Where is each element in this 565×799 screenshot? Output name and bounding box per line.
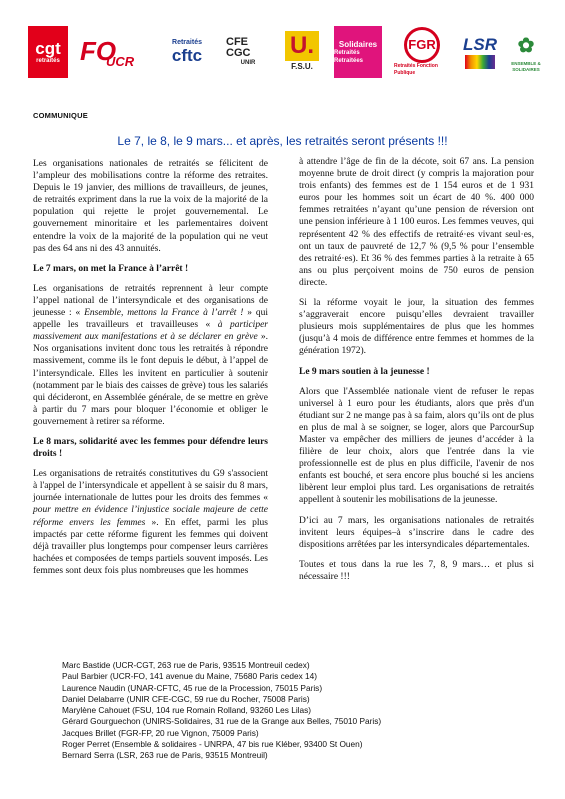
paragraph-7-mars bbox=[33, 283, 268, 428]
ensemble-logo-text: ENSEMBLE & SOLIDAIRES bbox=[511, 61, 541, 72]
fgr-logo-text: Retraités Fonction Publique bbox=[394, 63, 438, 76]
fo-logo-text: FO bbox=[80, 35, 117, 66]
cftc-logo bbox=[158, 26, 216, 78]
ensemble-solidaires-logo bbox=[506, 26, 546, 78]
fo-logo-subtext: UCR bbox=[106, 53, 135, 69]
logo-bar bbox=[28, 26, 543, 80]
paragraph-8-mars bbox=[33, 468, 268, 577]
text-segment: ». Nos organisations invitent donc tous les retraités à répondre massivement, comme ils le font depuis le début, à l’appel de l’intersyndicale. Elles les invitent en particulier à soutenir (notamment par le biais des caisses de grève) tous les salariés qui décideront, en Assemblée générale, de se mettre en grève à partir du 7 mars pour bloquer l’économie et obliger le gouvernement à retirer sa réforme. bbox=[33, 332, 269, 427]
quote-emphasis: à participer massivement aux manifestations et à se déclarer en grève bbox=[33, 320, 268, 343]
signatory: Bernard Serra (LSR, 263 rue de Paris, 93515 Montreuil) bbox=[62, 750, 268, 761]
lsr-logo-text: LSR bbox=[463, 35, 497, 54]
signatory: Jacques Brillet (FGR-FP, 20 rue Vignon, 75009 Paris) bbox=[62, 727, 259, 738]
paragraph-reform-impact: Si la réforme voyait le jour, la situation des femmes s’aggraverait encore puisqu’elles devraient travailler plusieurs mois supplémentaires de plus que les hommes (jusqu’à 4 mois de différence entre femmes et hommes de la génération 1972). bbox=[299, 298, 534, 357]
text-segment: Les organisations de retraités constitutives du G9 s'associent à l'appel de l’intersyndicale et appellent à se saisir du 8 mars, journée internationale de luttes pour les droits des femmes « bbox=[33, 469, 268, 504]
right-column bbox=[299, 156, 534, 591]
fgr-logo bbox=[394, 26, 450, 78]
solidaires-logo-subtext: Retraités Retraitées bbox=[334, 49, 364, 64]
fo-ucr-logo bbox=[80, 26, 146, 78]
page-title: Le 7, le 8, le 9 mars... et après, les retraités seront présents !!! bbox=[117, 134, 448, 148]
fsu-logo bbox=[282, 26, 322, 78]
heading-8-mars: Le 8 mars, solidarité avec les femmes pour défendre leurs droits ! bbox=[33, 436, 268, 460]
cftc-logo-text: cftc bbox=[171, 46, 203, 65]
flower-icon: ✿ bbox=[517, 35, 535, 57]
signatory: Daniel Delabarre (UNIR CFE-CGC, 59 rue du Rocher, 75008 Paris) bbox=[62, 693, 310, 704]
solidaires-logo bbox=[334, 26, 382, 78]
text-segment: Les organisations de retraités reprennent à leur compte l’appel national de l’intersyndicale et des organisations de jeunesse : « bbox=[33, 283, 268, 319]
cgt-logo-subtext: retraités bbox=[36, 57, 60, 64]
cfe-logo-subtext: UNIR bbox=[240, 60, 256, 66]
communique-label: COMMUNIQUE bbox=[33, 111, 88, 120]
paragraph-women-pensions: à attendre l’âge de fin de la décote, soit 67 ans. La pension moyenne brute de droit direct (y compris la majoration pour trois enfants) des femmes est de 1 154 euros et de 1 931 euros pour les hommes soit un écart de 40 %. 400 000 femmes retraitées n’ayant qu’une pension de réversion ont une pension inférieure à 1 100 euros. Les femmes veuves, qui représentent 42 % des effectifs de retraité·es vivant seul·es, ont un taux de pauvreté de 12,7 % (9,5 % pour l’ensemble des retraité·es). Et 36 % des femmes parties à la retraite à 65 ans ou plus perçoivent moins de 750 euros de pension directe. bbox=[299, 157, 534, 288]
quote-emphasis: pour mettre en évidence l’injustice sociale majeure de cette réforme envers les femmes bbox=[33, 505, 268, 528]
left-column bbox=[33, 158, 268, 585]
fgr-logo-mark: FGR bbox=[404, 27, 440, 63]
cftc-logo-subtext: Retraités bbox=[172, 39, 202, 46]
signatory: Marc Bastide (UCR-CGT, 263 rue de Paris, 93515 Montreuil cedex) bbox=[62, 660, 310, 670]
signatory: Roger Perret (Ensemble & solidaires - UNRPA, 47 bis rue Kléber, 93400 St Ouen) bbox=[62, 739, 363, 750]
cfe-cgc-logo bbox=[226, 26, 270, 78]
solidaires-logo-text: Solidaires bbox=[338, 39, 378, 49]
paragraph-9-mars: Alors que l'Assemblée nationale vient de refuser le repas universel à 1 euro pour les étudiants, alors que près d'un étudiant sur 2 ne mange pas à sa faim, alors qu’ils ont de plus en plus de mal à se soigner, se loger, alors que ParcourSup Master va empêcher des milliers de jeunes d’accéder à la filière de leur choix, alors que l'entrée dans la vie professionnelle est de plus en plus difficile, l'avenir de nos enfants est bouché, et sera encore plus bouché si les anciens libèrent leur emploi plus tard. Les organisations de retraités appellent à soutenir les mobilisations de la jeunesse. bbox=[299, 386, 534, 506]
intro-paragraph: Les organisations nationales de retraités se félicitent de l’ampleur des mobilisations contre la réforme des retraites. Depuis le 19 janvier, des millions de travailleurs, de jeunes, de retraités expriment dans la rue la voix de la majorité de la population qui rejette le projet gouvernemental. Le gouvernement minoritaire et les parlementaires doivent entendre la voix de la majorité de la population qui ne veut pas des 64 ans ni des 43 annuités. bbox=[33, 159, 268, 254]
closing-paragraph: Toutes et tous dans la rue les 7, 8, 9 mars… et plus si nécessaire !!! bbox=[299, 559, 534, 582]
signatory: Paul Barbier (UCR-FO, 141 avenue du Maine, 75680 Paris cedex 14) bbox=[62, 671, 318, 682]
lsr-stripes-icon bbox=[465, 55, 495, 69]
signatories-list bbox=[62, 660, 381, 762]
fsu-logo-mark: U. bbox=[285, 31, 319, 61]
lsr-logo bbox=[460, 26, 500, 78]
signatory: Gérard Gourguechon (UNIRS-Solidaires, 31 rue de la Grange aux Belles, 75010 Paris) bbox=[62, 716, 382, 727]
text-segment: » qui appelle les travailleurs et travailleuses « bbox=[33, 308, 269, 331]
cgt-retraites-logo bbox=[28, 26, 68, 78]
text-segment: ». En effet, parmi les plus impactés par cette réforme figurent les femmes qui doivent déjà travailler plus longtemps pour compenser leurs carrières hachées et composées de temps partiels souvent imposés. Les femmes sont deux fois plus nombreuses que les hommes bbox=[33, 517, 268, 576]
cgt-logo-text: cgt bbox=[35, 38, 61, 58]
signatory: Laurence Naudin (UNAR-CFTC, 45 rue de la Procession, 75015 Paris) bbox=[62, 682, 323, 693]
signatory: Marylène Cahouet (FSU, 104 rue Romain Rolland, 93260 Les Lilas) bbox=[62, 705, 312, 716]
heading-7-mars: Le 7 mars, on met la France à l’arrêt ! bbox=[33, 263, 189, 274]
heading-9-mars: Le 9 mars soutien à la jeunesse ! bbox=[299, 366, 430, 377]
paragraph-invitation: D’ici au 7 mars, les organisations nationales de retraités invitent leurs équipes–à s’inscrire dans le cadre des dispositions arrêtées par les intersyndicales départementales. bbox=[299, 515, 534, 550]
cfe-logo-text: CFE CGC bbox=[226, 36, 251, 59]
quote-emphasis: Ensemble, mettons la France à l’arrêt ! bbox=[84, 308, 244, 319]
fsu-logo-text: F.S.U. bbox=[291, 62, 313, 71]
